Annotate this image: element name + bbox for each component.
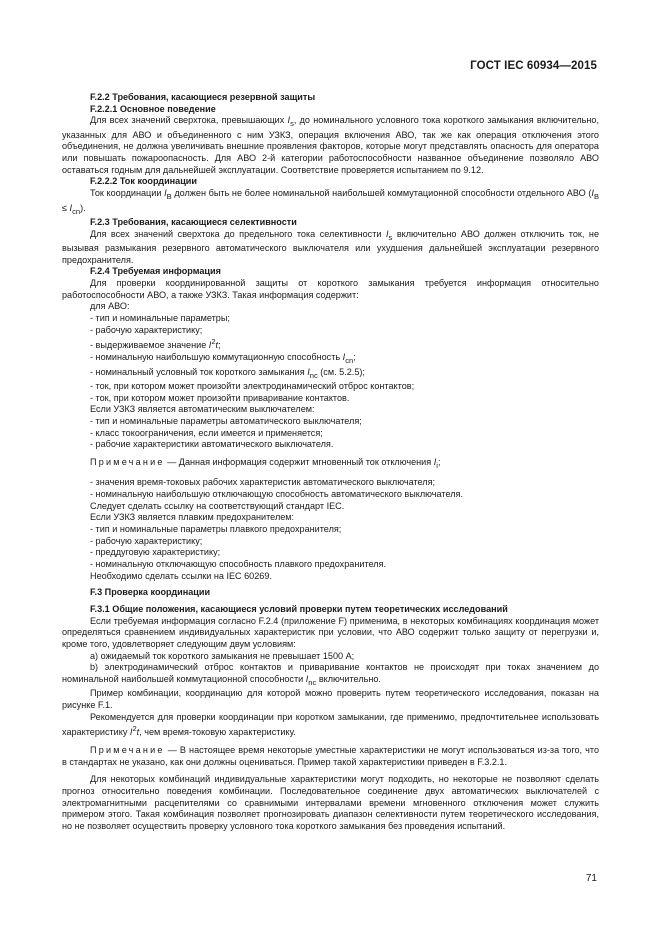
list-item: - ток, при котором может произойти электродинамический отброс контактов; [90, 381, 415, 391]
list-item: - тип и номинальные параметры автоматического выключателя; [90, 415, 362, 426]
list-item: - тип и номинальные параметры плавкого предохранителя; [90, 524, 342, 535]
note-characteristics [62, 745, 599, 768]
symbol: I [287, 115, 291, 126]
list-item: - тип и номинальные параметры; [90, 313, 230, 324]
list-heading-circuit-breaker: Если УЗКЗ является автоматическим выключателем: [90, 404, 315, 415]
symbol: I [433, 456, 437, 467]
subscript: i [436, 460, 438, 470]
list-item: - рабочие характеристики автоматического выключателя. [90, 439, 334, 450]
symbol: I [208, 340, 212, 351]
text: ; [218, 340, 221, 351]
list-item: - ток, при котором может произойти приваривание контактов. [90, 392, 350, 403]
list-item [62, 367, 599, 381]
superscript: 2 [132, 724, 137, 734]
note-instantaneous-current [62, 457, 599, 471]
reference-iec-60269: Необходимо сделать ссылки на IEC 60269. [90, 570, 272, 581]
list-item [62, 662, 599, 688]
paragraph-combinations: Для некоторых комбинаций индивидуальные характеристики могут подходить, но некоторые не позволяют сделать прогноз относительно поведения комбинации. Последовательное соединение двух автоматических выключателей с электромагнитными расцепителями со сравнимыми интервалами времени мгновенного отключения может служить примером этого. Такая комбинация позволяет прогнозировать диапазон селективности путем теоретического исследования, но не позволяет осуществить проверку условного тока короткого замыкания без проведения испытаний. [62, 774, 599, 831]
text: ; [353, 352, 356, 363]
symbol: t [136, 727, 140, 738]
text: (см. 5.2.5); [317, 366, 365, 377]
subscript: B [166, 191, 172, 201]
text: должен быть не более номинальной наибольшей коммутационной способности отдельного АВО ( [171, 188, 592, 199]
list-heading-avo: для АВО: [90, 301, 130, 312]
paragraph-selectivity [62, 229, 599, 267]
paragraph-coordination-current [62, 188, 599, 217]
text: ). [80, 202, 86, 213]
list-item: - значения время-токовых рабочих характеристик автоматического выключателя; [90, 477, 436, 488]
text: ; [437, 456, 441, 467]
symbol: I [342, 352, 346, 363]
list-item [62, 336, 599, 352]
section-heading-f31: F.3.1 Общие положения, касающиеся условий проверки путем теоретических исследований [90, 603, 508, 614]
symbol: I [307, 366, 310, 377]
text: , чем время-токовую характеристику. [139, 727, 296, 738]
list-item: - номинальную отключающую способность плавкого предохранителя. [90, 559, 387, 569]
subscript: s [388, 232, 393, 242]
reference-iec: Следует сделать ссылку на соответствующий стандарт IEC. [90, 500, 345, 511]
text: - выдерживаемое значение [90, 340, 209, 351]
text: - номинальный условный ток короткого замыкания [90, 366, 308, 377]
superscript: 2 [211, 337, 216, 347]
paragraph-theoretical-check: Если требуемая информация согласно F.2.4 (приложение F) применима, в некоторых комбинациях координация может определяться сравнением индивидуальных характеристик при условии, что АВО содержит только защиту от перегрузки и, кроме того, удовлетворяет следующим двум условиям: [62, 615, 599, 649]
subscript: nc [308, 677, 317, 687]
list-item: - класс токоограничения, если имеется и применяется; [90, 427, 323, 438]
text: включительно. [316, 673, 381, 684]
document-body [62, 92, 599, 833]
symbol: I [69, 202, 73, 213]
note-label: Примечание [90, 456, 165, 467]
text: , до номинального условного тока короткого замыкания включительно, указанных для АВО и объединенного с ним УЗКЗ, операция включения АВО, так же как операция отключения этого объединения, не должна увеличивать внешние проявления факторов, которые могут представлять опасность для оператора или повышать пожароопасность. Для АВО 2-й категории работоспособности названное объединение позволяло АВО оставаться годным для дальнейшей эксплуатации. Соответствие проверяется испытанием по 9.12. [62, 115, 599, 175]
symbol: I [305, 673, 309, 684]
symbol: t [215, 340, 219, 351]
paragraph-basic-behaviour [62, 115, 599, 176]
text: Ток координации [90, 188, 165, 199]
symbol: I [129, 727, 133, 738]
text: Рекомендуется для проверки координации при коротком замыкании, где применимо, предпочтительнее использовать характеристику [62, 711, 599, 738]
section-heading-f3: F.3 Проверка координации [90, 587, 211, 598]
list-item: a) ожидаемый ток короткого замыкания не превышает 1500 А; [90, 650, 355, 661]
section-heading-f221: F.2.2.1 Основное поведение [90, 103, 216, 114]
subscript: B [593, 191, 599, 201]
list-item: - рабочую характеристику; [90, 324, 203, 335]
subscript: cn [72, 206, 81, 216]
section-heading-f22: F.2.2 Требования, касающиеся резервной защиты [90, 92, 316, 102]
page-number: 71 [585, 873, 597, 884]
section-heading-f23: F.2.3 Требования, касающиеся селективности [90, 217, 297, 227]
text: — В настоящее время некоторые уместные характеристики не могут использоваться из-за того, что в стандартах не указано, как они должны оцениваться. Пример такой характеристики приведен в F.3.2.1. [62, 745, 599, 767]
list-item: - преддуговую характеристику; [90, 547, 221, 558]
symbol: I [164, 188, 167, 199]
text: — Данная информация содержит мгновенный ток отключения [164, 456, 434, 467]
text: b) электродинамический отброс контактов и приваривание контактов не происходят при токах значением до номинальной наибольшей коммутационной способности [62, 662, 599, 684]
note-label: Примечание [90, 745, 165, 756]
list-heading-fuse: Если УЗКЗ является плавким предохранителем: [90, 512, 295, 523]
list-item [62, 352, 599, 366]
paragraph-required-info: Для проверки координированной защиты от короткого замыкания требуется информация относительно работоспособности АВО, а также УЗКЗ. Такая информация содержит: [62, 278, 599, 300]
subscript: s [290, 119, 294, 129]
document-code: ГОСТ IEC 60934—2015 [470, 60, 597, 72]
symbol: I [591, 188, 594, 199]
text: - номинальную наибольшую коммутационную способность [90, 352, 343, 363]
text: включительно АВО должен отключить ток, не вызывая размыкания резервного автоматического выключателя или ухудшения дальнейшей эксплуатации резервного предохранителя. [62, 228, 600, 265]
section-heading-f222: F.2.2.2 Ток координации [90, 176, 197, 187]
paragraph-example: Пример комбинации, координацию для которой можно проверить путем теоретического исследования, показан на рисунке F.1. [62, 688, 599, 711]
list-item: - номинальную наибольшую отключающую способность автоматического выключателя. [90, 489, 463, 500]
list-item: - рабочую характеристику; [90, 535, 203, 546]
paragraph-recommendation [62, 712, 599, 739]
section-heading-f24: F.2.4 Требуемая информация [90, 266, 221, 277]
subscript: cn [345, 355, 354, 365]
symbol: I [385, 228, 389, 239]
text: Для всех значений сверхтока, превышающих [90, 115, 288, 126]
text: Для всех значений сверхтока до предельного тока селективности [90, 228, 386, 239]
subscript: nc [309, 370, 318, 380]
text: ≤ [62, 202, 70, 213]
